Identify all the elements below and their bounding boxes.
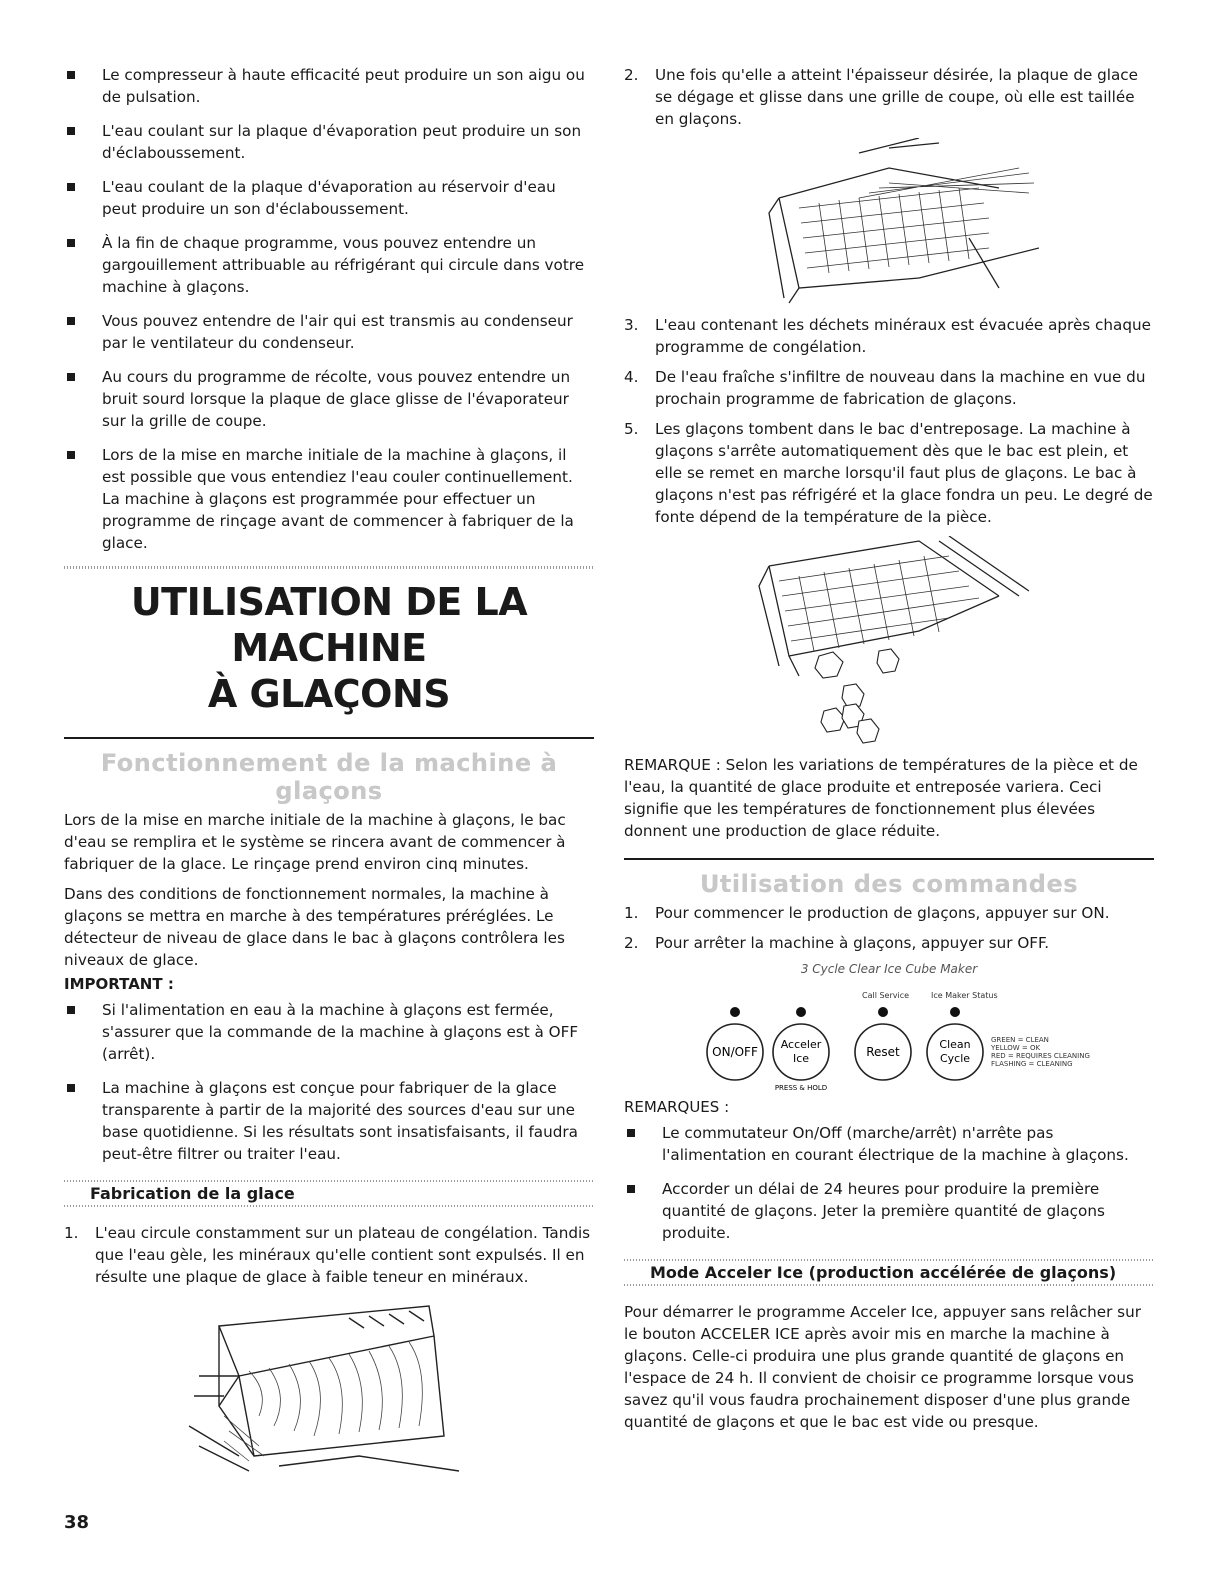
- list-item: [64, 1222, 594, 1288]
- legend-item: FLASHING = CLEANING: [991, 1060, 1073, 1068]
- section-heading: Utilisation des commandes: [699, 870, 1079, 898]
- divider: [64, 566, 594, 569]
- clean-label: Clean: [939, 1038, 971, 1051]
- steps-list: [624, 64, 1154, 130]
- step-number: 5.: [624, 420, 639, 438]
- list-item: [624, 932, 1154, 954]
- step-number: 1.: [64, 1224, 79, 1242]
- cutter-grid-illustration: [739, 138, 1039, 308]
- step-number: 3.: [624, 316, 639, 334]
- ice-label: Ice: [792, 1052, 810, 1065]
- clean-cycle-button[interactable]: [927, 1024, 983, 1080]
- indicator-dot: [730, 1007, 740, 1017]
- paragraph: Pour démarrer le programme Acceler Ice, appuyer sans relâcher sur le bouton ACCELER ICE après avoir mis en marche la machine à glaçons. Celle-ci produira une plus grande quantité de glaçons en l'espace de 24 h. Il convient de choisir ce programme lorsque vous savez qu'il vous faudra prochainement disposer d'une plus grande quantité de glaçons et que le bac est vide ou presque.: [624, 1303, 1141, 1431]
- acceler-label: Acceler: [780, 1038, 822, 1051]
- list-item: Le commutateur On/Off (marche/arrêt) n'arrête pas l'alimentation en courant électrique de la machine à glaçons.: [624, 1122, 1154, 1166]
- section-heading: Fonctionnement de la machine à glaçons: [100, 749, 558, 805]
- status-indicator: [950, 1007, 960, 1017]
- on-off-button[interactable]: [707, 1024, 763, 1080]
- step-number: 4.: [624, 368, 639, 386]
- list-item: La machine à glaçons est conçue pour fabriquer de la glace transparente à partir de la majorité des sources d'eau sur une base quotidienne. Si les résultats sont insatisfaisants, il faudra peut-être filtrer ou traiter l'eau.: [64, 1077, 594, 1165]
- subheading-label: Mode Acceler Ice (production accélérée de glaçons): [650, 1263, 1117, 1282]
- step-text: L'eau circule constamment sur un plateau de congélation. Tandis que l'eau gèle, les minéraux qu'elle contient sont expulsés. Il en résulte une plaque de glace à faible teneur en minéraux.: [95, 1224, 591, 1286]
- steps-list: [64, 1222, 594, 1288]
- list-item: L'eau coulant sur la plaque d'évaporation peut produire un son d'éclaboussement.: [64, 120, 594, 164]
- list-item: Si l'alimentation en eau à la machine à glaçons est fermée, s'assurer que la commande de la machine à glaçons est à OFF (arrêt).: [64, 999, 594, 1065]
- legend-item: RED = REQUIRES CLEANING: [991, 1052, 1090, 1060]
- divider: [624, 858, 1154, 860]
- list-item: Le compresseur à haute efficacité peut produire un son aigu ou de pulsation.: [64, 64, 594, 108]
- steps-list: [624, 314, 1154, 528]
- list-item: Au cours du programme de récolte, vous pouvez entendre un bruit sourd lorsque la plaque de glace glisse de l'évaporateur sur la grille de coupe.: [64, 366, 594, 432]
- list-item: [624, 314, 1154, 358]
- list-item: [624, 64, 1154, 130]
- ice-plate-illustration: [179, 1296, 479, 1476]
- step-text: Une fois qu'elle a atteint l'épaisseur désirée, la plaque de glace se dégage et glisse dans une grille de coupe, où elle est taillée en glaçons.: [655, 66, 1139, 128]
- reset-button[interactable]: [855, 1024, 911, 1080]
- press-hold-label: PRESS & HOLD: [774, 1084, 828, 1092]
- important-list: [64, 999, 594, 1165]
- page-number: 38: [64, 1512, 90, 1533]
- acceler-ice-button[interactable]: [773, 1024, 829, 1092]
- cycle-label: Cycle: [939, 1052, 971, 1065]
- step-number: 2.: [624, 934, 639, 952]
- list-item: Vous pouvez entendre de l'air qui est transmis au condenseur par le ventilateur du condenseur.: [64, 310, 594, 354]
- ice-bin-illustration: [749, 536, 1029, 746]
- legend-item: GREEN = CLEAN: [991, 1036, 1049, 1044]
- list-item: [624, 366, 1154, 410]
- divider: [64, 737, 594, 739]
- right-column: [624, 64, 1154, 1433]
- subheading: [624, 1256, 1154, 1289]
- list-item: À la fin de chaque programme, vous pouvez entendre un gargouillement attribuable au réfrigérant qui circule dans votre machine à glaçons.: [64, 232, 594, 298]
- panel-caption: 3 Cycle Clear Ice Cube Maker: [800, 962, 978, 976]
- important-label: IMPORTANT :: [64, 975, 174, 993]
- list-item: L'eau coulant de la plaque d'évaporation au réservoir d'eau peut produire un son d'éclaboussement.: [64, 176, 594, 220]
- reset-label: Reset: [866, 1045, 900, 1059]
- call-service-label: Call Service: [862, 991, 910, 1000]
- list-item: Lors de la mise en marche initiale de la machine à glaçons, il est possible que vous entendiez l'eau couler continuellement. La machine à glaçons est programmée pour effectuer un programme de rinçage avant de commencer à fabriquer de la glace.: [64, 444, 594, 554]
- note-paragraph: REMARQUE : Selon les variations de températures de la pièce et de l'eau, la quantité de glace produite et entreposée variera. Ceci signifie que les températures de fonctionnement plus élevées donnent une production de glace réduite.: [624, 756, 1138, 840]
- subheading-label: Fabrication de la glace: [90, 1184, 295, 1203]
- step-text: L'eau contenant les déchets minéraux est évacuée après chaque programme de congélation.: [655, 316, 1151, 356]
- steps-list: [624, 902, 1154, 954]
- remarques-label: REMARQUES :: [624, 1098, 730, 1116]
- ice-maker-status-label: Ice Maker Status: [931, 991, 998, 1000]
- list-item: [624, 902, 1154, 924]
- page-title-line1: UTILISATION DE LA MACHINE: [130, 580, 528, 670]
- page-title-line2: À GLAÇONS: [207, 672, 451, 716]
- on-off-label: ON/OFF: [712, 1045, 758, 1059]
- indicator-dot: [796, 1007, 806, 1017]
- step-text: De l'eau fraîche s'infiltre de nouveau dans la machine en vue du prochain programme de fabrication de glaçons.: [655, 368, 1146, 408]
- page-title: [64, 579, 594, 717]
- subheading: [64, 1177, 594, 1210]
- control-panel: [649, 984, 1129, 1094]
- paragraph: Lors de la mise en marche initiale de la machine à glaçons, le bac d'eau se remplira et le système se rincera avant de commencer à fabriquer de la glace. Le rinçage prend environ cinq minutes.: [64, 811, 566, 873]
- step-text: Les glaçons tombent dans le bac d'entreposage. La machine à glaçons s'arrête automatiquement dès que le bac est plein, et elle se remet en marche lorsqu'il faut plus de glaçons. Le bac à glaçons n'est pas réfrigéré et la glace fondra un peu. Le degré de fonte dépend de la température de la pièce.: [655, 420, 1153, 526]
- left-column: [64, 64, 594, 1482]
- paragraph: Dans des conditions de fonctionnement normales, la machine à glaçons se mettra en marche à des températures préréglées. Le détecteur de niveau de glace dans le bac à glaçons contrôlera les niveaux de glace.: [64, 885, 565, 969]
- list-item: [624, 418, 1154, 528]
- sounds-list: [64, 64, 594, 554]
- legend-item: YELLOW = OK: [991, 1044, 1041, 1052]
- step-number: 1.: [624, 904, 639, 922]
- call-service-indicator: [878, 1007, 888, 1017]
- list-item: Accorder un délai de 24 heures pour produire la première quantité de glaçons. Jeter la première quantité de glaçons produite.: [624, 1178, 1154, 1244]
- step-number: 2.: [624, 66, 639, 84]
- step-text: Pour arrêter la machine à glaçons, appuyer sur OFF.: [655, 934, 1050, 952]
- step-text: Pour commencer le production de glaçons, appuyer sur ON.: [655, 904, 1110, 922]
- remarques-list: [624, 1122, 1154, 1244]
